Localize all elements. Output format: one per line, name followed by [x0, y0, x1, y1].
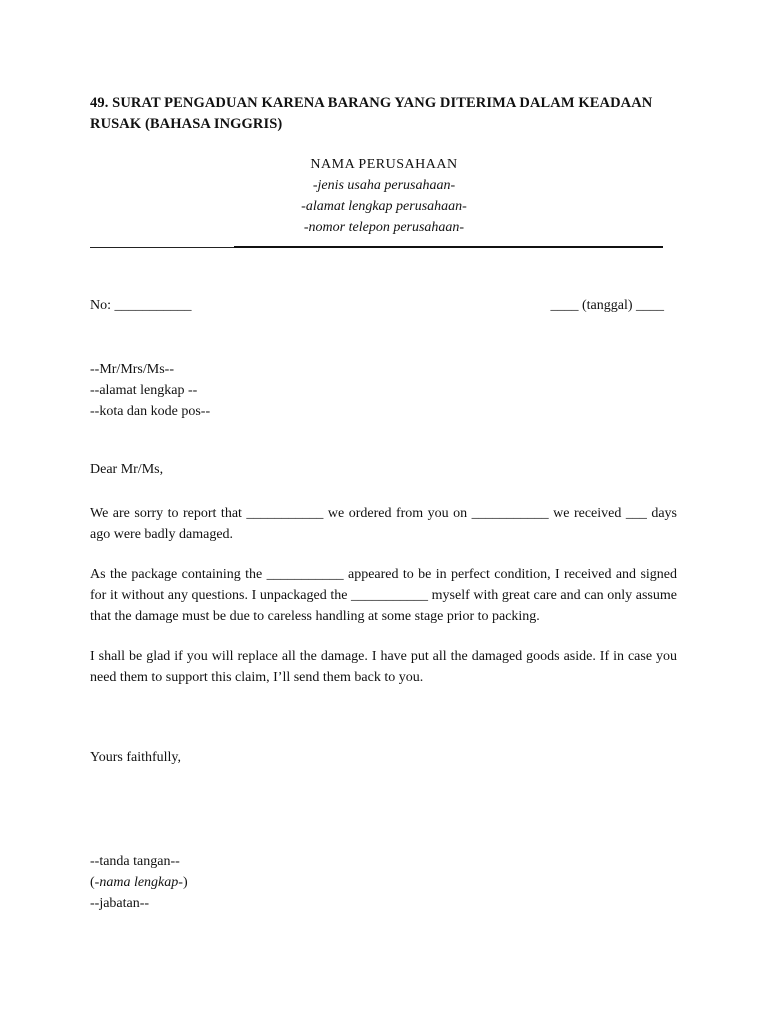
salutation: Dear Mr/Ms, [90, 462, 164, 477]
signer-position: --jabatan-- [90, 896, 150, 911]
title-line-2: RUSAK (BAHASA INGGRIS) [90, 116, 283, 132]
recipient-block [90, 359, 210, 422]
signature-line: --tanda tangan-- [90, 854, 180, 869]
letterhead [90, 154, 678, 238]
body-paragraph-1: We are sorry to report that ___________ we ordered from you on ___________ we received ___ days ago were badly damaged. [90, 506, 677, 542]
paren-close: ) [182, 875, 188, 890]
company-address: -alamat lengkap perusahaan- [301, 199, 467, 214]
letterhead-divider-thin [90, 247, 234, 248]
document-title [90, 93, 690, 135]
company-phone: -nomor telepon perusahaan- [303, 220, 465, 235]
signature-block [90, 851, 188, 914]
recipient-city: --kota dan kode pos-- [90, 404, 211, 419]
closing: Yours faithfully, [90, 750, 182, 765]
body-paragraph-3: I shall be glad if you will replace all the damage. I have put all the damaged goods aside. If in case you need them to support this claim, I’ll send them back to you. [90, 649, 677, 685]
body-paragraph-2: As the package containing the ___________ appeared to be in perfect condition, I received and signed for it without any questions. I unpackaged the ___________ myself with great care and can only assume that the damage must be due to careless handling at some stage prior to packing. [90, 567, 677, 624]
paren-open: ( [90, 875, 95, 890]
company-business-type: -jenis usaha perusahaan- [312, 178, 456, 193]
signer-name-line [90, 872, 188, 893]
title-line-1: 49. SURAT PENGADUAN KARENA BARANG YANG DITERIMA DALAM KEADAAN [90, 95, 653, 111]
letterhead-divider-thick [234, 246, 663, 248]
recipient-name: --Mr/Mrs/Ms-- [90, 362, 174, 377]
letter-date: ____ (tanggal) ____ [550, 298, 664, 313]
recipient-address: --alamat lengkap -- [90, 383, 198, 398]
signer-full-name: -nama lengkap- [94, 875, 183, 890]
letter-number: No: ___________ [90, 298, 192, 313]
company-name: NAMA PERUSAHAAN [310, 157, 458, 172]
